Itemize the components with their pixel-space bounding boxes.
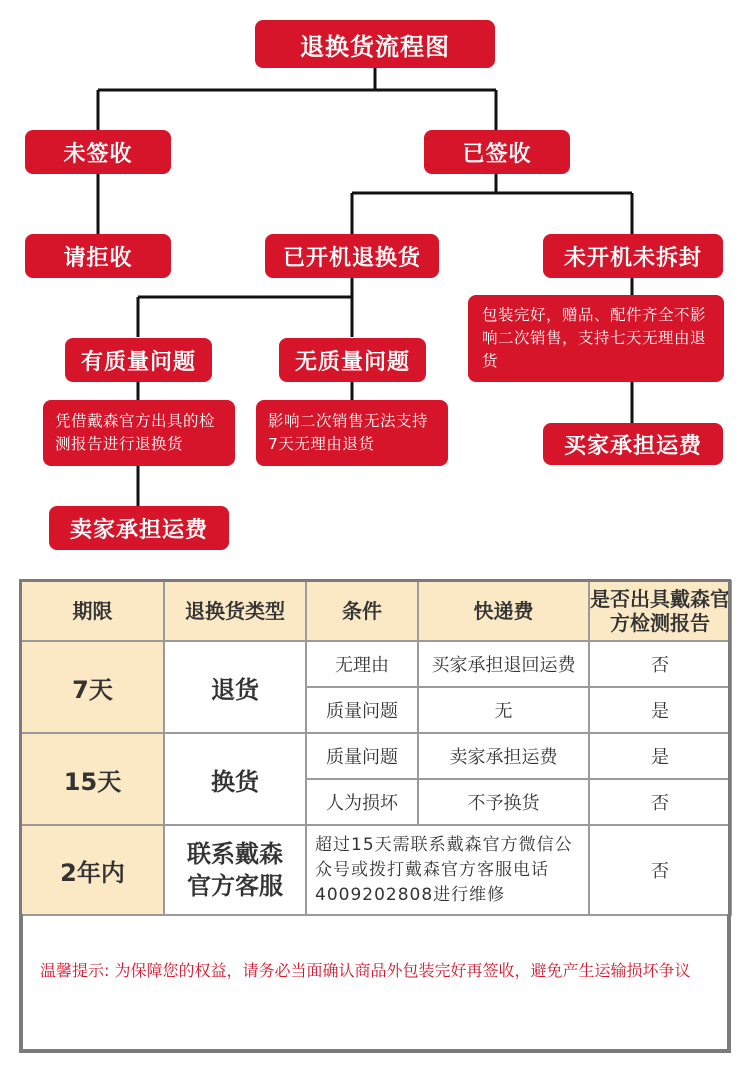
- node-buyer-pays: 买家承担运费: [543, 423, 723, 465]
- flow-title: 退换货流程图: [255, 20, 495, 68]
- node-quality-issue: 有质量问题: [65, 338, 212, 382]
- node-signed: 已签收: [424, 130, 570, 174]
- condition-cell: 无理由: [306, 641, 418, 687]
- period-cell: 15天: [21, 733, 164, 825]
- table-row: [21, 641, 731, 687]
- header-type: 退换货类型: [164, 581, 306, 641]
- table-header-row: [21, 581, 731, 641]
- node-no-quality-issue: 无质量问题: [279, 338, 426, 382]
- period-cell: 2年内: [21, 825, 164, 915]
- fee-cell: 不予换货: [418, 779, 589, 825]
- period-cell: 7天: [21, 641, 164, 733]
- type-cell: 换货: [164, 733, 306, 825]
- header-fee: 快递费: [418, 581, 589, 641]
- type-cell: 退货: [164, 641, 306, 733]
- table-row: [21, 733, 731, 779]
- report-cell: 否: [589, 825, 731, 915]
- header-condition: 条件: [306, 581, 418, 641]
- report-cell: 否: [589, 641, 731, 687]
- report-cell: 是: [589, 687, 731, 733]
- table-row: [21, 825, 731, 915]
- report-cell: 否: [589, 779, 731, 825]
- header-period: 期限: [21, 581, 164, 641]
- fee-cell: 卖家承担运费: [418, 733, 589, 779]
- policy-table: [20, 580, 732, 916]
- node-seller-pays: 卖家承担运费: [49, 506, 229, 550]
- node-unopened-note: 包装完好，赠品、配件齐全不影响二次销售，支持七天无理由退货: [468, 295, 724, 382]
- type-cell: 联系戴森官方客服: [164, 825, 306, 915]
- node-unsigned: 未签收: [25, 130, 171, 174]
- report-cell: 是: [589, 733, 731, 779]
- fee-cell: 无: [418, 687, 589, 733]
- warm-tip: 温馨提示: 为保障您的权益，请务必当面确认商品外包装完好再签收，避免产生运输损坏争议: [40, 961, 691, 980]
- condition-cell: 质量问题: [306, 687, 418, 733]
- condition-cell: 人为损坏: [306, 779, 418, 825]
- node-opened: 已开机退换货: [265, 234, 439, 278]
- node-unopened: 未开机未拆封: [543, 234, 723, 278]
- node-quality-note: 凭借戴森官方出具的检测报告进行退换货: [43, 400, 235, 466]
- detail-cell: 超过15天需联系戴森官方微信公众号或拨打戴森官方客服电话4009202808进行维修: [306, 825, 589, 915]
- condition-cell: 质量问题: [306, 733, 418, 779]
- header-report: 是否出具戴森官方检测报告: [589, 581, 731, 641]
- node-no-quality-note: 影响二次销售无法支持7天无理由退货: [256, 400, 448, 466]
- fee-cell: 买家承担退回运费: [418, 641, 589, 687]
- node-reject: 请拒收: [25, 234, 171, 278]
